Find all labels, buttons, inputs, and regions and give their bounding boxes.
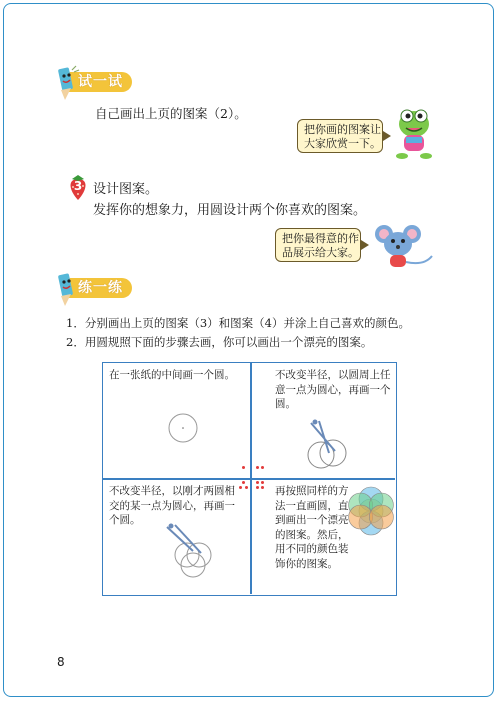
step-3-text: 不改变半径，以刚才两圆相交的某一点为圆心，再画一个圆。	[109, 485, 235, 526]
step-2-text: 不改变半径，以圆周上任意一点为圆心，再画一个圆。	[275, 369, 391, 410]
page-number: 8	[57, 655, 65, 669]
try-it-text: 自己画出上页的图案（2）。	[95, 106, 247, 121]
step-4-flower-pattern	[345, 485, 397, 537]
steps-grid	[102, 362, 397, 596]
pencil-mascot-icon	[52, 270, 80, 308]
mouse-mascot-icon	[372, 222, 436, 272]
design-title: 设计图案。	[93, 182, 159, 197]
speech-bubble-show	[275, 228, 361, 262]
design-text: 发挥你的想象力，用圆设计两个你喜欢的图案。	[93, 203, 367, 218]
bubble-line: 品展示给大家。	[282, 246, 359, 259]
bubble-line: 把你画的图案让	[304, 123, 381, 136]
design-number: 3	[73, 179, 83, 193]
bubble-line: 把你最得意的作	[282, 232, 359, 245]
try-it-title: 试一试	[78, 74, 123, 90]
practice-item-1: 1．分别画出上页的图案（3）和图案（4）并涂上自己喜欢的颜色。	[66, 316, 410, 330]
step-4-text: 再按照同样的方法一直画圆，直到画出一个漂亮的图案。然后，用不同的颜色装饰你的图案。	[275, 485, 349, 570]
bubble-line: 大家欣赏一下。	[304, 137, 381, 150]
pencil-mascot-icon	[52, 64, 80, 102]
practice-title: 练一练	[78, 280, 123, 296]
try-it-badge	[52, 66, 142, 100]
step-1-circle-diagram	[163, 408, 203, 448]
practice-item-2: 2．用圆规照下面的步骤去画，你可以画出一个漂亮的图案。	[66, 335, 373, 349]
step-2-compass-diagram	[299, 417, 359, 473]
speech-bubble-share	[297, 119, 383, 153]
frog-mascot-icon	[392, 106, 436, 162]
step-3-compass-diagram	[163, 521, 227, 581]
practice-badge	[52, 272, 142, 306]
step-1-text: 在一张纸的中间画一个圆。	[109, 369, 235, 381]
